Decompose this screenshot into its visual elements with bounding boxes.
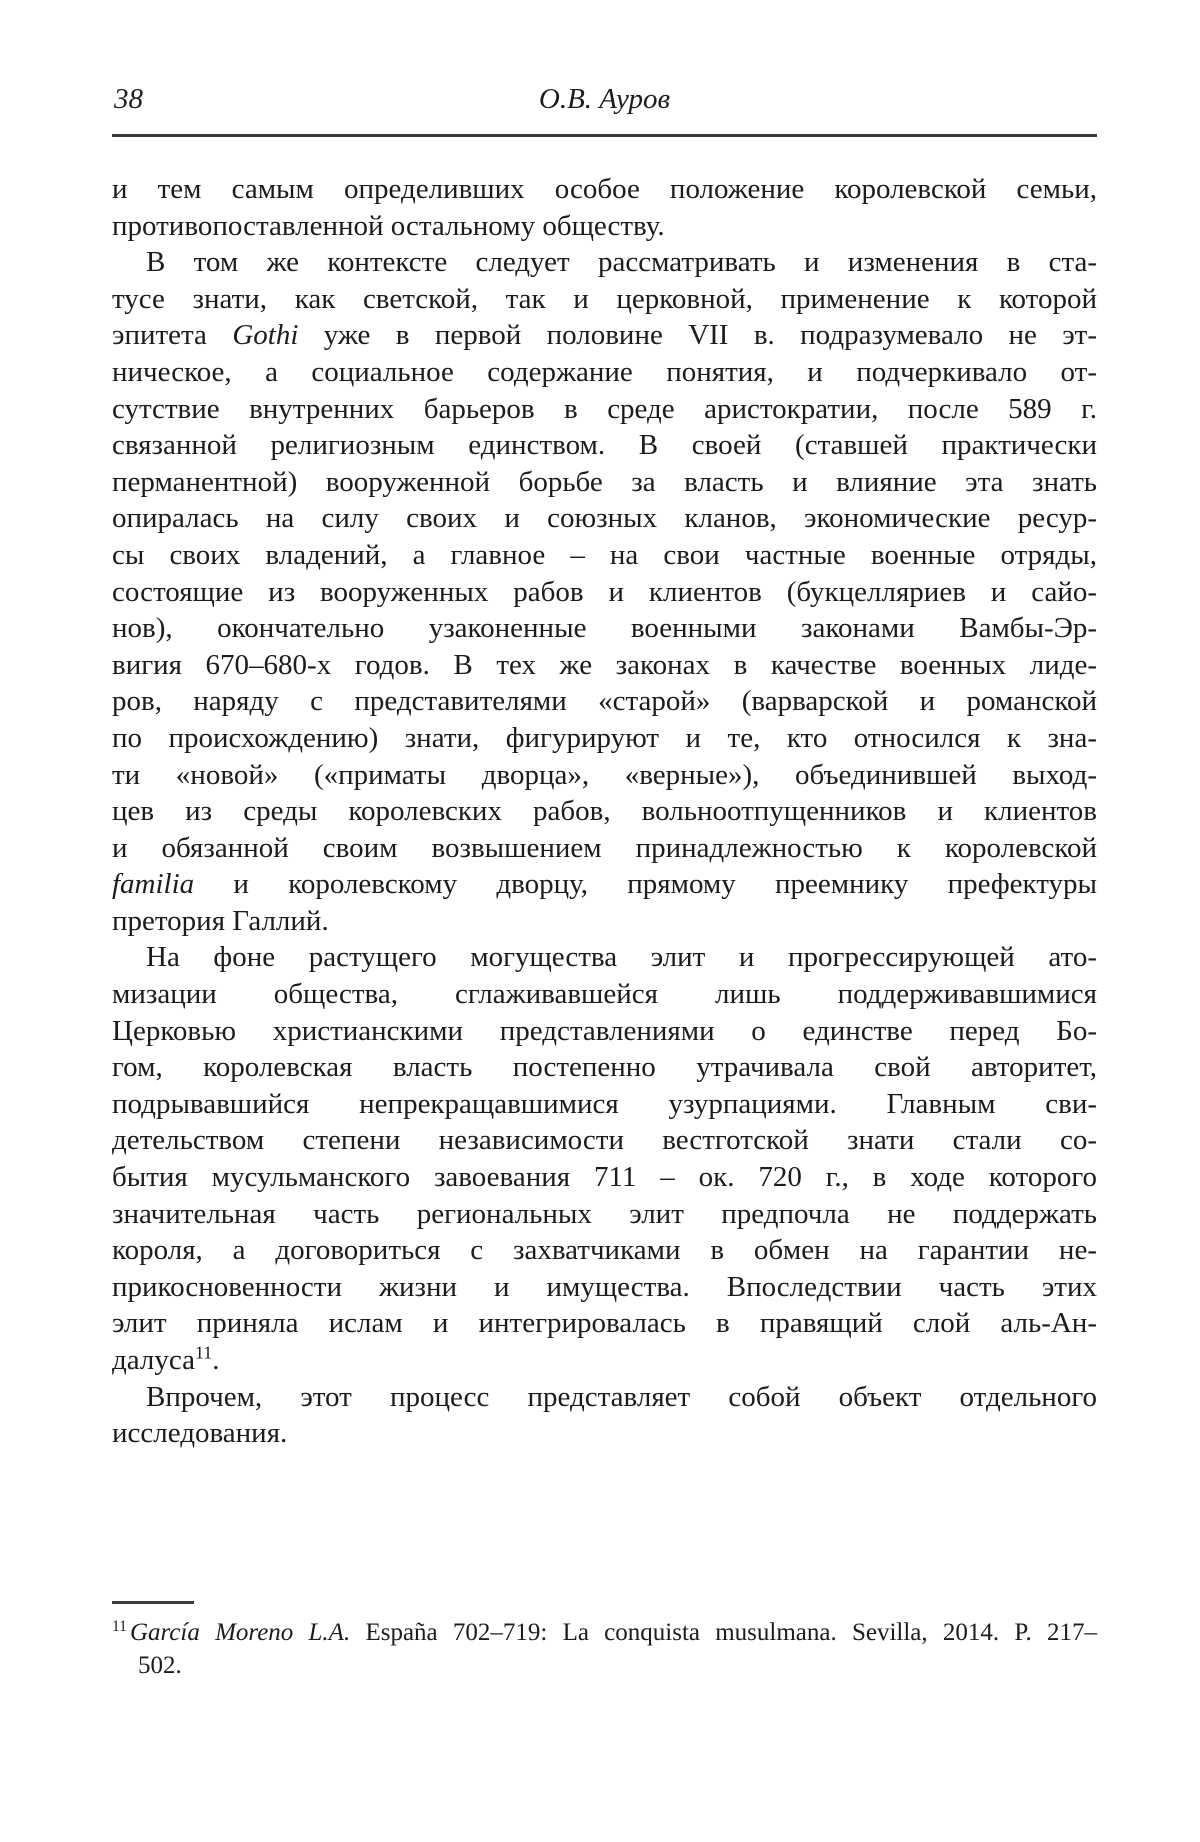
text-segment: тусе знати, как светской, так и церковной, применение к которой [112, 282, 1097, 315]
text-segment: и королевскому дворцу, прямому преемнику префектуры [194, 868, 1097, 901]
text-segment: значительная часть региональных элит предпочла не поддержать [112, 1197, 1097, 1230]
text-line [112, 317, 1097, 354]
footnote-marker: 11 [194, 1342, 213, 1363]
text-segment: сутствие внутренних барьеров в среде аристократии, после 589 г. [112, 392, 1097, 425]
text-line [112, 1379, 1097, 1416]
text-line [112, 757, 1097, 794]
text-segment: 502. [138, 1652, 182, 1679]
text-segment: ническое, а социальное содержание понятия, и подчеркивало от- [112, 355, 1097, 388]
text-line [112, 1159, 1097, 1196]
text-line [112, 720, 1097, 757]
text-segment: Церковью христианскими представлениями о единстве перед Бо- [112, 1014, 1097, 1047]
text-line [112, 1232, 1097, 1269]
text-line [112, 830, 1097, 867]
text-line [112, 976, 1097, 1013]
text-segment: бытия мусульманского завоевания 711 – ок. 720 г., в ходе которого [112, 1161, 1097, 1194]
text-line [112, 464, 1097, 501]
text-line [112, 1196, 1097, 1233]
footnote-text [112, 1616, 1097, 1682]
text-segment: На фоне растущего могущества элит и прогрессирующей ато- [146, 941, 1097, 974]
text-segment: претория Галлий. [112, 904, 329, 937]
text-line [138, 1649, 1097, 1682]
text-line [112, 1342, 1097, 1379]
footnote-section [112, 1601, 1097, 1682]
text-line [112, 939, 1097, 976]
paragraph [112, 244, 1097, 939]
text-segment: элит приняла ислам и интегрировалась в правящий слой аль-Ан- [112, 1307, 1097, 1340]
text-line [112, 391, 1097, 428]
text-segment: детельством степени независимости вестготской знати стали со- [112, 1124, 1097, 1157]
header-rule [112, 134, 1097, 137]
text-segment: гом, королевская власть постепенно утрачивала свой авторитет, [112, 1051, 1097, 1084]
text-segment: . [212, 1344, 220, 1376]
text-line [112, 1305, 1097, 1342]
text-line [112, 1269, 1097, 1306]
text-segment: прикосновенности жизни и имущества. Впоследствии часть этих [112, 1270, 1097, 1303]
text-line [112, 500, 1097, 537]
text-segment: вигия 670–680-х годов. В тех же законах в качестве военных лиде- [112, 648, 1097, 681]
text-line [112, 208, 1097, 245]
text-segment: и обязанной своим возвышением принадлежностью к королевской [112, 831, 1097, 864]
text-segment: состоящие из вооруженных рабов и клиентов (букцелляриев и сайо- [112, 575, 1097, 608]
text-line [112, 1049, 1097, 1086]
text-segment: уже в первой половине VII в. подразумевало не эт- [298, 319, 1097, 352]
text-segment: подрывавшийся непрекращавшимися узурпациями. Главным сви- [112, 1087, 1097, 1120]
text-line [112, 610, 1097, 647]
text-segment: опиралась на силу своих и союзных кланов, экономические ресур- [112, 502, 1097, 535]
body-text [112, 171, 1097, 1452]
text-segment: мизации общества, сглаживавшейся лишь поддерживавшимися [112, 978, 1097, 1011]
text-line [112, 1086, 1097, 1123]
text-line [112, 1013, 1097, 1050]
text-segment: España 702–719: La conquista musulmana. Sevilla, 2014. P. 217– [350, 1619, 1097, 1646]
footnote-marker: 11 [112, 1617, 127, 1635]
text-line [112, 683, 1097, 720]
text-segment: сы своих владений, а главное – на свои частные военные отряды, [112, 538, 1097, 571]
text-segment: исследования. [112, 1417, 288, 1450]
text-line [112, 793, 1097, 830]
text-segment: далуса [112, 1344, 195, 1376]
paragraph [112, 939, 1097, 1378]
text-segment: эпитета [112, 319, 233, 352]
footnote-rule [112, 1601, 194, 1604]
text-line [112, 281, 1097, 318]
text-segment: и тем самым определивших особое положение королевской семьи, [112, 173, 1097, 205]
paragraph [112, 171, 1097, 244]
text-segment: ти «новой» («приматы дворца», «верные»), объединившей выход- [112, 758, 1097, 791]
paragraph [112, 1616, 1097, 1682]
italic-text: familia [112, 868, 195, 901]
italic-text: García Moreno L.A. [129, 1619, 351, 1646]
text-line [112, 1616, 1097, 1649]
text-line [112, 574, 1097, 611]
page-number: 38 [114, 83, 143, 115]
italic-text: Gothi [232, 319, 299, 352]
paragraph [112, 1379, 1097, 1452]
text-segment: короля, а договориться с захватчиками в обмен на гарантии не- [112, 1234, 1097, 1267]
text-segment: ров, наряду с представителями «старой» (варварской и романской [112, 685, 1097, 718]
page-header [112, 82, 1097, 116]
text-segment: связанной религиозным единством. В своей (ставшей практически [112, 429, 1097, 462]
text-line [112, 866, 1097, 903]
text-segment: по происхождению) знати, фигурируют и те, кто относился к зна- [112, 721, 1097, 754]
text-line [112, 354, 1097, 391]
text-segment: В том же контексте следует рассматривать и изменения в ста- [146, 246, 1097, 279]
running-title: О.В. Ауров [538, 83, 671, 115]
text-line [112, 647, 1097, 684]
text-segment: цев из среды королевских рабов, вольноотпущенников и клиентов [112, 795, 1097, 828]
text-segment: перманентной) вооруженной борьбе за власть и влияние эта знать [112, 465, 1097, 498]
text-line [112, 1415, 1097, 1452]
text-line [112, 903, 1097, 940]
text-segment: нов), окончательно узаконенные военными законами Вамбы-Эр- [112, 612, 1097, 645]
text-segment: противопоставленной остальному обществу. [112, 209, 665, 242]
text-line [112, 427, 1097, 464]
text-line [112, 244, 1097, 281]
text-line [112, 1122, 1097, 1159]
text-line [112, 537, 1097, 574]
text-segment: Впрочем, этот процесс представляет собой объект отдельного [146, 1380, 1097, 1413]
text-line [112, 171, 1097, 208]
